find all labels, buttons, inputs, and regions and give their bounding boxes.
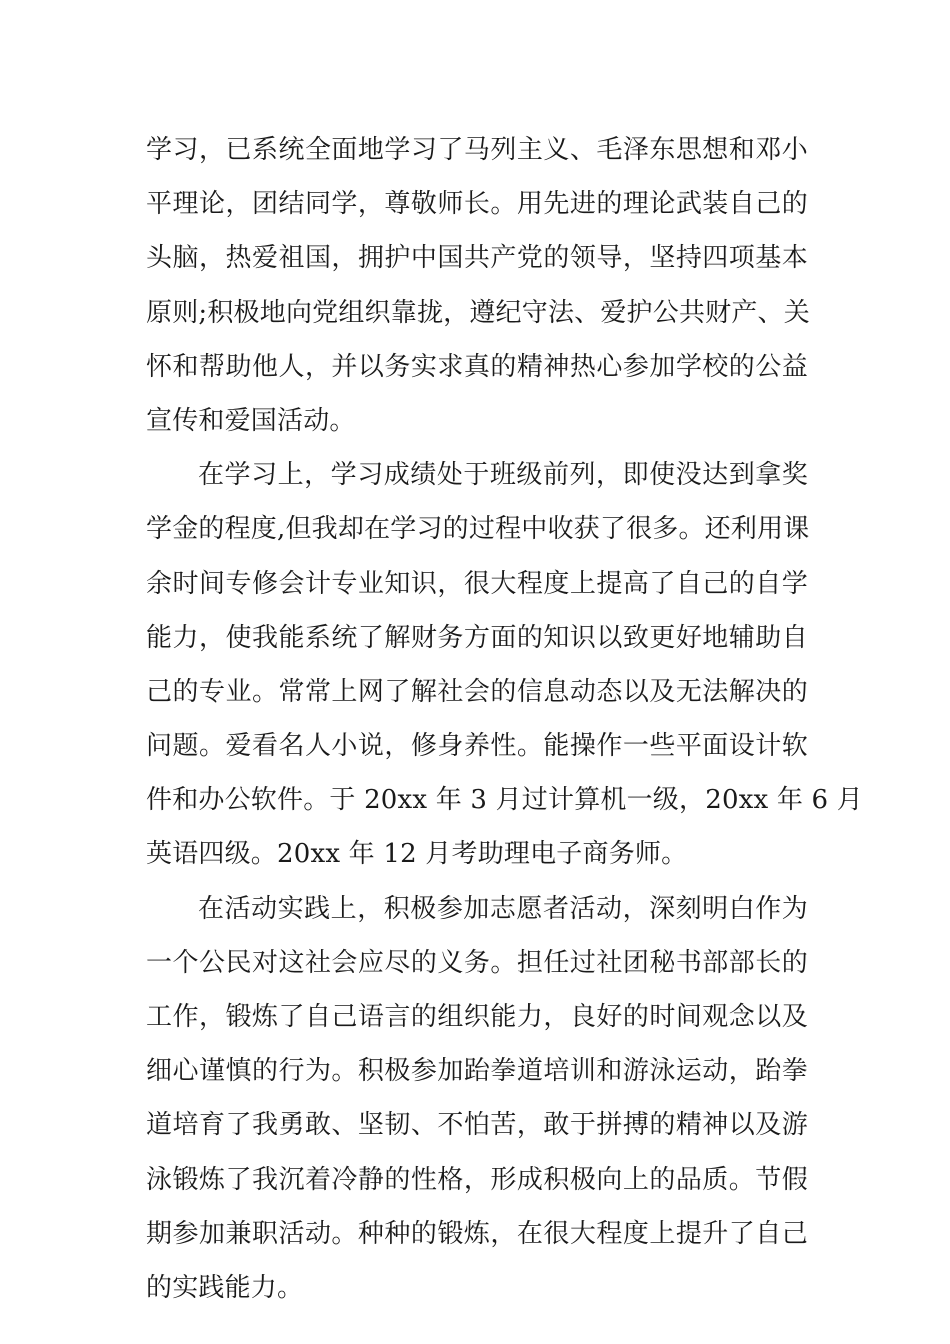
text-line: 能力，使我能系统了解财务方面的知识以致更好地辅助自 xyxy=(146,622,808,653)
text-line: 学金的程度,但我却在学习的过程中收获了很多。还利用课 xyxy=(146,514,810,545)
text-line: 一个公民对这社会应尽的义务。担任过社团秘书部部长的 xyxy=(146,947,808,978)
text-line: 的实践能力。 xyxy=(146,1272,304,1303)
text-line: 原则;积极地向党组织靠拢，遵纪守法、爱护公共财产、关 xyxy=(146,297,810,328)
text-line: 英语四级。20xx 年 12 月考助理电子商务师。 xyxy=(146,839,688,870)
text-line: 工作，锻炼了自己语言的组织能力，良好的时间观念以及 xyxy=(146,1002,808,1032)
text-line: 余时间专修会计专业知识，很大程度上提高了自己的自学 xyxy=(146,568,808,599)
document-body xyxy=(146,123,863,1315)
text-line: 己的专业。常常上网了解社会的信息动态以及无法解决的 xyxy=(146,676,808,707)
text-line: 平理论，团结同学，尊敬师长。用先进的理论武装自己的 xyxy=(146,189,808,220)
text-line: 头脑，热爱祖国，拥护中国共产党的领导，坚持四项基本 xyxy=(146,243,808,274)
text-line: 问题。爱看名人小说，修身养性。能操作一些平面设计软 xyxy=(146,731,808,762)
text-line: 学习，已系统全面地学习了马列主义、毛泽东思想和邓小 xyxy=(146,135,808,165)
text-line: 期参加兼职活动。种种的锻炼，在很大程度上提升了自己 xyxy=(146,1218,808,1249)
text-line: 细心谨慎的行为。积极参加跆拳道培训和游泳运动，跆拳 xyxy=(146,1056,808,1087)
text-line: 道培育了我勇敢、坚韧、不怕苦，敢于拼搏的精神以及游 xyxy=(146,1110,808,1141)
text-line: 在活动实践上，积极参加志愿者活动，深刻明白作为 xyxy=(198,893,808,924)
text-line: 件和办公软件。于 20xx 年 3 月过计算机一级，20xx 年 6 月 xyxy=(146,785,863,816)
text-line: 宣传和爱国活动。 xyxy=(146,405,356,436)
text-line: 怀和帮助他人，并以务实求真的精神热心参加学校的公益 xyxy=(146,351,808,382)
text-line: 在学习上，学习成绩处于班级前列，即使没达到拿奖 xyxy=(198,460,808,491)
text-line: 泳锻炼了我沉着冷静的性格，形成积极向上的品质。节假 xyxy=(146,1164,808,1195)
